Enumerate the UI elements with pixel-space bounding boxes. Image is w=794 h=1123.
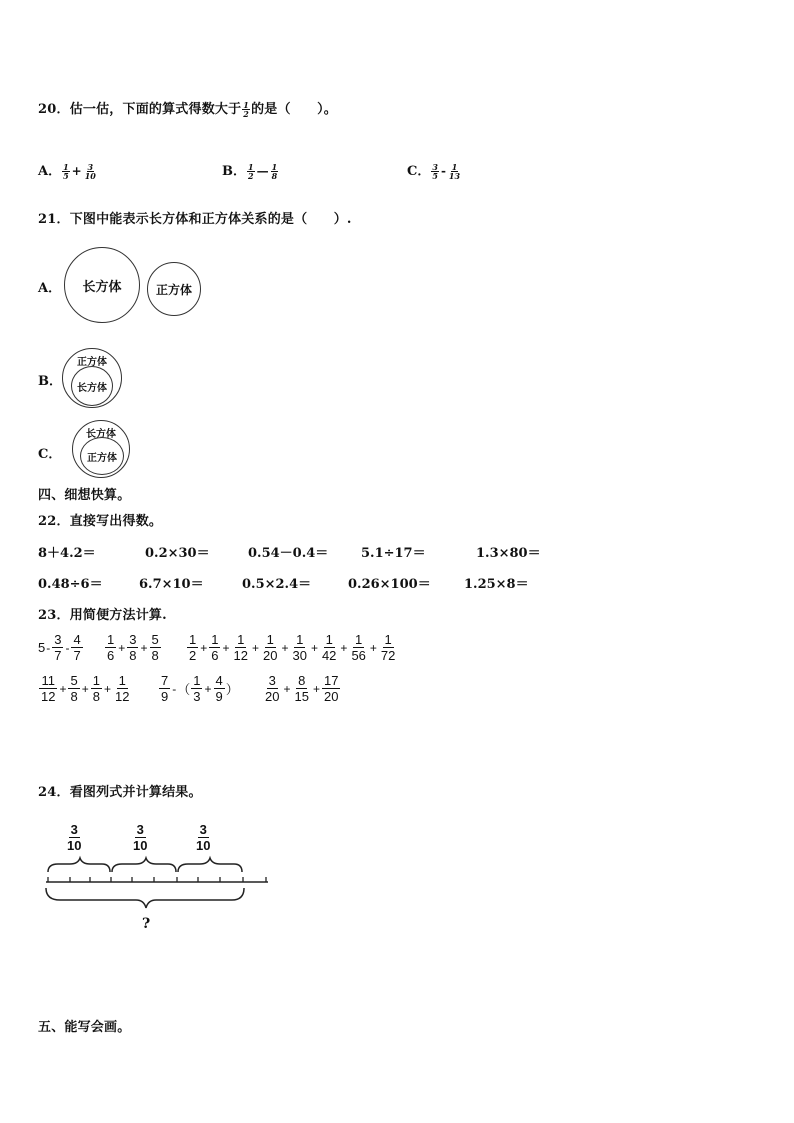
- q21-option-b-label[interactable]: B．: [38, 374, 62, 389]
- expression-1: 5 - $\frac{3}{7}$ - $\frac{4}{7}$: [38, 632, 81, 663]
- fraction: $\frac{4}{9}$: [215, 673, 223, 704]
- calc-item: 0.5×2.4＝: [242, 577, 312, 592]
- fraction: $\frac{1}{12}$: [114, 673, 130, 704]
- cube-circle: 正方体: [147, 262, 201, 316]
- brace-label-2: [130, 822, 150, 853]
- calc-item: 6.7×10＝: [139, 577, 204, 592]
- calc-item: 1.25×8＝: [464, 577, 529, 592]
- fraction: $\frac{7}{9}$: [161, 673, 169, 704]
- cuboid-inner-circle: 长方体: [71, 366, 113, 406]
- q21-option-c-label[interactable]: C．: [38, 447, 62, 462]
- question-20-title: 20．估一估，下面的算式得数大于 $\frac{1}{2}$ 的是（ ）。: [38, 100, 337, 119]
- fraction: $\frac{8}{15}$: [294, 673, 309, 704]
- fraction: $\frac{1}{8}$: [271, 162, 278, 181]
- fraction: $\frac{1}{6}$: [107, 632, 115, 663]
- calc-item: 0.54－0.4＝: [248, 546, 329, 561]
- fraction: $\frac{11}{12}$: [41, 673, 56, 704]
- cube-inner-circle: 正方体: [80, 437, 124, 475]
- question-23-title: 23．用简便方法计算.: [38, 608, 167, 623]
- fraction: $\frac{1}{72}$: [380, 632, 396, 663]
- fraction: $\frac{5}{8}$: [151, 632, 159, 663]
- q20-option-c[interactable]: C． $\frac{3}{5}$ - $\frac{1}{13}$: [407, 162, 461, 181]
- fraction: $\frac{3}{10}$: [196, 822, 211, 853]
- fraction: $\frac{5}{8}$: [70, 673, 78, 704]
- brace-label-1: [64, 822, 84, 853]
- question-21-title: 21．下图中能表示长方体和正方体关系的是（ ）.: [38, 212, 352, 227]
- fraction: $\frac{1}{3}$: [193, 673, 201, 704]
- top-brace-2: [112, 858, 176, 872]
- fraction: $\frac{1}{42}$: [321, 632, 337, 663]
- q20-option-b[interactable]: B． $\frac{1}{2}$ — $\frac{1}{8}$: [222, 162, 278, 181]
- calc-item: 8＋4.2＝: [38, 546, 96, 561]
- fraction: $\frac{1}{2}$: [243, 100, 250, 119]
- fraction: $\frac{1}{20}$: [262, 632, 278, 663]
- section-4-heading: 四、细想快算。: [38, 488, 131, 503]
- cuboid-outer-circle: 长方体: [72, 420, 130, 478]
- fraction: $\frac{3}{5}$: [432, 162, 438, 181]
- fraction: $\frac{1}{12}$: [233, 632, 248, 663]
- fraction: $\frac{3}{20}$: [265, 673, 280, 704]
- number-line-diagram: [40, 850, 272, 920]
- brace-label-3: [193, 822, 213, 853]
- calc-item: 0.48÷6＝: [38, 577, 103, 592]
- fraction: $\frac{1}{5}$: [63, 162, 69, 181]
- expression-4: $\frac{11}{12}$ + $\frac{5}{8}$ + $\frac{1}{8}$ + $\frac{1}{12}$: [41, 673, 130, 704]
- fraction: $\frac{1}{2}$: [248, 162, 254, 181]
- fraction: $\frac{4}{7}$: [73, 632, 81, 663]
- question-22-title: 22．直接写出得数。: [38, 514, 163, 529]
- fraction: $\frac{1}{56}$: [351, 632, 366, 663]
- fraction: $\frac{3}{10}$: [67, 822, 82, 853]
- cube-outer-circle: 正方体: [62, 348, 122, 408]
- fraction: $\frac{1}{13}$: [448, 162, 461, 181]
- top-brace-1: [48, 858, 110, 872]
- calc-item: 0.2×30＝: [145, 546, 210, 561]
- cuboid-circle: 长方体: [64, 247, 140, 323]
- question-24-title: 24．看图列式并计算结果。: [38, 785, 202, 800]
- fraction: $\frac{3}{8}$: [129, 632, 137, 663]
- expression-5: $\frac{7}{9}$ - （ $\frac{1}{3}$ + $\frac{4}{9}$ ）: [161, 673, 239, 704]
- question-mark: ?: [142, 916, 151, 932]
- fraction: $\frac{1}{30}$: [292, 632, 307, 663]
- fraction: $\frac{1}{6}$: [211, 632, 219, 663]
- top-brace-3: [178, 858, 242, 872]
- fraction: $\frac{1}{8}$: [92, 673, 100, 704]
- calc-item: 0.26×100＝: [348, 577, 431, 592]
- q21-option-a-label[interactable]: A．: [38, 281, 62, 296]
- fraction: $\frac{3}{10}$: [133, 822, 148, 853]
- bottom-brace: [46, 888, 244, 908]
- fraction: $\frac{3}{10}$: [84, 162, 96, 181]
- fraction: $\frac{3}{7}$: [54, 632, 62, 663]
- fraction: $\frac{17}{20}$: [323, 673, 339, 704]
- q20-option-a[interactable]: A． $\frac{1}{5}$ + $\frac{3}{10}$: [38, 162, 96, 181]
- calc-item: 1.3×80＝: [476, 546, 541, 561]
- fraction: $\frac{1}{2}$: [189, 632, 197, 663]
- calc-item: 5.1÷17＝: [361, 546, 426, 561]
- expression-2: $\frac{1}{6}$ + $\frac{3}{8}$ + $\frac{5}{8}$: [107, 632, 159, 663]
- section-5-heading: 五、能写会画。: [38, 1020, 131, 1035]
- expression-3: $\frac{1}{2}$ + $\frac{1}{6}$ + $\frac{1}{12}$ + $\frac{1}{20}$ + $\frac{1}{30}$ + $\frac{1}{42}$ + $\frac{1}{56}$ + $\frac{1}{72}$: [189, 632, 396, 663]
- expression-6: $\frac{3}{20}$ + $\frac{8}{15}$ + $\frac{17}{20}$: [265, 673, 339, 704]
